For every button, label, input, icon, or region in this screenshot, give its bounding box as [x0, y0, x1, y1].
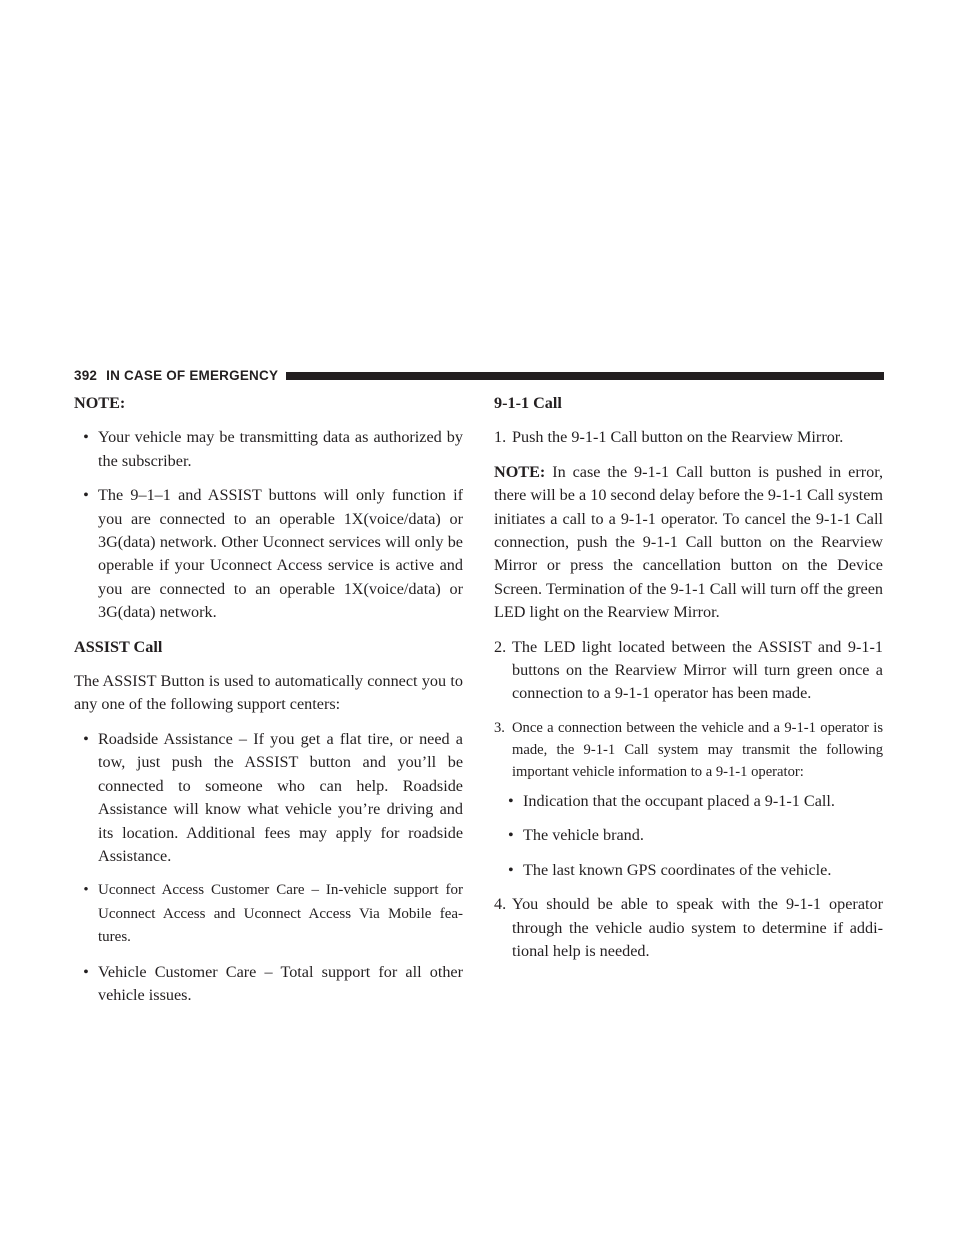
note-bullet [74, 484, 463, 624]
step3-bullet [494, 859, 883, 882]
step3-bullet-text: Indication that the occupant placed a 9-1-1 Call. [523, 791, 835, 810]
assist-bullet-text: Roadside Assistance – If you get a flat tire, or need a tow, just push the ASSIST button and you’ll be connected to someone who can help. Roadside Assistance will know what vehicle you’re driving and its location. Additional fees may apply for roadside Assistance. [98, 729, 463, 865]
note-label: NOTE: [494, 462, 546, 481]
page-header [74, 366, 884, 384]
note-heading: NOTE: [74, 394, 126, 412]
note-bullet [74, 426, 463, 473]
step-text: The LED light located between the ASSIST and 9-1-1 buttons on the Rearview Mirror will turn green once a connection to a 9-1-1 operator has been made. [512, 637, 883, 703]
step-item [494, 893, 883, 963]
step3-bullet [494, 790, 883, 813]
bullet-icon: • [508, 860, 514, 879]
note-text: In case the 9-1-1 Call button is pushed in error, there will be a 10 second delay before the 9-1-1 Call system initiates a call to a 9-1-1 operator. To cancel the 9-1-1 Call connection, push the 9-1-1 Call button on the Rearview Mirror or press the cancellation button on the Device Screen. Termination of the 9-1-1 Call will turn off the green LED light on the Rearview Mirror. [494, 462, 884, 622]
note-paragraph [494, 461, 883, 625]
page-number: 392 [74, 367, 98, 383]
step-text: Push the 9-1-1 Call button on the Rearview Mirror. [512, 428, 844, 447]
bullet-icon: • [83, 729, 89, 748]
step3-bullet-text: The vehicle brand. [523, 826, 644, 845]
bullet-icon: • [508, 826, 514, 845]
step-number: 3. [494, 719, 505, 736]
step-item [494, 426, 883, 449]
assist-bullet-text: Uconnect Access Customer Care – In-vehicle support for Uconnect Access and Uconnect Access Via Mobile fea- tures. [98, 882, 463, 946]
header-rule [286, 372, 884, 380]
assist-intro: The ASSIST Button is used to automatically connect you to any one of the following support centers: [74, 672, 463, 714]
bullet-icon: • [83, 962, 89, 981]
911-call-heading: 9-1-1 Call [494, 394, 562, 412]
assist-bullet [74, 728, 463, 868]
step3-bullet [494, 824, 883, 847]
step-item [494, 717, 883, 783]
note-bullet-text: The 9–1–1 and ASSIST buttons will only function if you are connected to an operable 1X(voice/data) or 3G(data) network. Other Uconnect services will only be operable if your Uconnect Access service is active and you are connected to an operable 1X(voice/data) or 3G(data) network. [98, 486, 463, 622]
left-column [74, 392, 463, 1018]
assist-bullet [74, 879, 463, 949]
assist-bullet-text: Vehicle Customer Care – Total support for all other vehicle issues. [98, 962, 463, 1004]
step-item [494, 636, 883, 706]
bullet-icon: • [83, 428, 89, 447]
step3-bullet-text: The last known GPS coordinates of the vehicle. [523, 860, 832, 879]
step-text: Once a connection between the vehicle and a 9-1-1 operator is made, the 9-1-1 Call system may transmit the following important vehicle information to a 9-1-1 operator: [512, 719, 883, 780]
step-number: 1. [494, 428, 507, 447]
step-text: You should be able to speak with the 9-1-1 operator through the vehicle audio system to determine if addi- tional help is needed. [512, 895, 883, 960]
note-bullet-text: Your vehicle may be transmitting data as authorized by the subscriber. [98, 428, 463, 470]
step-number: 4. [494, 895, 507, 914]
right-column [494, 392, 883, 974]
bullet-icon: • [83, 882, 89, 899]
section-title: IN CASE OF EMERGENCY [106, 367, 279, 383]
assist-call-heading: ASSIST Call [74, 637, 163, 656]
assist-bullet [74, 961, 463, 1008]
step-number: 2. [494, 637, 507, 656]
bullet-icon: • [508, 791, 514, 810]
bullet-icon: • [83, 486, 89, 505]
